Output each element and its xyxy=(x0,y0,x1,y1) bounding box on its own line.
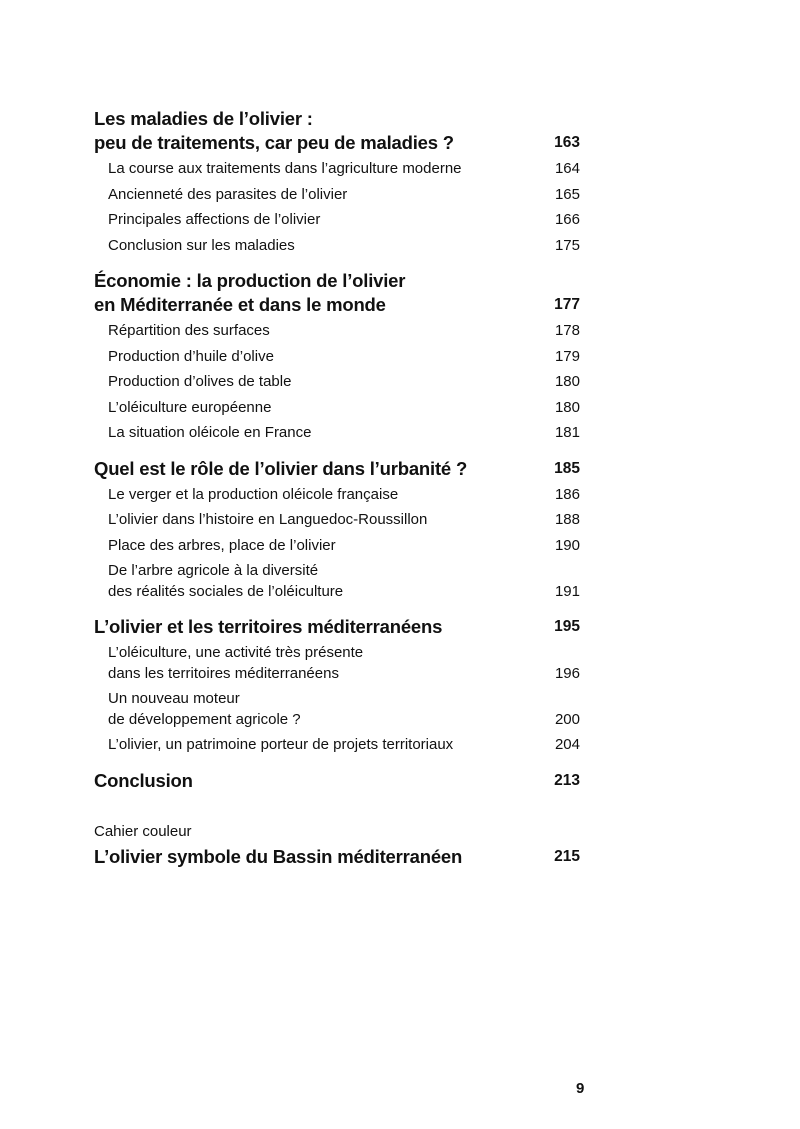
toc-entry-label xyxy=(108,735,453,756)
toc-entry-label xyxy=(108,561,343,602)
toc-entry xyxy=(94,185,580,206)
toc-entry-line: L’oléiculture, une activité très présente xyxy=(108,644,364,661)
toc-entry-line: Ancienneté des parasites de l’olivier xyxy=(108,185,348,203)
toc-entry-page-number: 175 xyxy=(554,236,580,254)
color-insert-entry xyxy=(94,822,580,871)
toc-section xyxy=(94,615,580,756)
toc-entry-line: Répartition des surfaces xyxy=(108,322,270,339)
section-page-number: 195 xyxy=(554,618,580,635)
section-title xyxy=(94,269,405,317)
toc-entry-label xyxy=(108,347,274,368)
section-title-line: L’olivier et les territoires méditerranéens xyxy=(94,616,443,637)
toc-entry-line: Le verger et la production oléicole française xyxy=(108,485,399,503)
section-page-number: 163 xyxy=(554,134,580,151)
toc-entry xyxy=(94,236,580,257)
toc-entry-label xyxy=(108,236,295,257)
toc-entry xyxy=(94,321,580,342)
toc-entry-line: des réalités sociales de l’oléiculture xyxy=(108,582,344,600)
section-title-row xyxy=(94,107,580,155)
toc-entry-line: La course aux traitements dans l’agriculture moderne xyxy=(108,160,462,177)
section-title xyxy=(94,457,467,481)
color-insert-page-number: 215 xyxy=(554,848,580,865)
section-title-row xyxy=(94,269,580,317)
toc-entry xyxy=(94,689,580,730)
section-title-row xyxy=(94,769,580,793)
section-title-line: peu de traitements, car peu de maladies ? xyxy=(94,132,454,153)
toc-entry-page-number: 165 xyxy=(554,185,580,203)
toc-entry xyxy=(94,735,580,756)
toc-entry xyxy=(94,561,580,602)
toc-entry xyxy=(94,159,580,180)
toc-entry-label xyxy=(108,643,363,684)
toc-entry-label xyxy=(108,185,347,206)
toc-entry xyxy=(94,372,580,393)
toc-section xyxy=(94,769,580,793)
toc-section xyxy=(94,457,580,603)
table-of-contents xyxy=(94,107,580,806)
toc-entry-line: Production d’huile d’olive xyxy=(108,347,274,365)
page-folio: 9 xyxy=(576,1080,585,1097)
section-title-row xyxy=(94,615,580,639)
toc-entry-label xyxy=(108,321,270,342)
toc-entry-line: Production d’olives de table xyxy=(108,373,292,390)
toc-entry-label xyxy=(108,485,398,506)
toc-entry-line: De l’arbre agricole à la diversité xyxy=(108,562,319,579)
toc-entry-page-number: 196 xyxy=(554,664,580,682)
toc-entry-label xyxy=(108,510,427,531)
section-page-number: 177 xyxy=(554,296,580,313)
toc-entry-page-number: 166 xyxy=(554,211,580,228)
toc-section xyxy=(94,269,580,444)
section-title-line: en Méditerranée et dans le monde xyxy=(94,294,386,315)
toc-entry xyxy=(94,643,580,684)
section-title-line: Quel est le rôle de l’olivier dans l’urbanité ? xyxy=(94,457,468,479)
section-title xyxy=(94,769,193,793)
toc-entry-line: L’olivier, un patrimoine porteur de projets territoriaux xyxy=(108,736,454,753)
color-insert-title-row xyxy=(94,845,580,869)
toc-entry-line: Place des arbres, place de l’olivier xyxy=(108,536,336,554)
toc-entry-line: Un nouveau moteur xyxy=(108,690,240,707)
toc-entry-page-number: 186 xyxy=(554,485,580,503)
toc-entry-label xyxy=(108,423,311,444)
toc-entry-label xyxy=(108,398,271,419)
toc-entry-line: dans les territoires méditerranéens xyxy=(108,664,339,682)
toc-entry-label xyxy=(108,159,462,180)
toc-entry xyxy=(94,423,580,444)
color-insert-title: L’olivier symbole du Bassin méditerranéen xyxy=(94,846,463,867)
toc-entry xyxy=(94,536,580,557)
section-title-line: Économie : la production de l’olivier xyxy=(94,270,406,291)
toc-entry-line: Conclusion sur les maladies xyxy=(108,236,295,254)
toc-entry-page-number: 181 xyxy=(554,424,580,441)
section-title-line: Conclusion xyxy=(94,769,193,791)
toc-entry xyxy=(94,347,580,368)
color-insert-kicker: Cahier couleur xyxy=(94,823,192,840)
toc-entry-page-number: 204 xyxy=(554,736,580,753)
section-title-line: Les maladies de l’olivier : xyxy=(94,108,313,129)
toc-entry-page-number: 180 xyxy=(554,398,580,416)
toc-entry-label xyxy=(108,210,320,231)
toc-entry xyxy=(94,210,580,231)
toc-entry-label xyxy=(108,372,291,393)
toc-section xyxy=(94,107,580,256)
toc-entry-label xyxy=(108,536,336,557)
section-title-row xyxy=(94,457,580,481)
toc-entry-line: L’oléiculture européenne xyxy=(108,398,272,416)
toc-entry-line: Principales affections de l’olivier xyxy=(108,211,321,228)
toc-entry-page-number: 178 xyxy=(554,322,580,339)
section-page-number: 185 xyxy=(554,459,580,477)
section-title xyxy=(94,615,442,639)
toc-entry xyxy=(94,398,580,419)
toc-entry-line: La situation oléicole en France xyxy=(108,424,312,441)
toc-entry xyxy=(94,485,580,506)
toc-entry-page-number: 188 xyxy=(554,511,580,528)
toc-entry-label xyxy=(108,689,301,730)
toc-entry xyxy=(94,510,580,531)
toc-entry-page-number: 164 xyxy=(554,160,580,177)
toc-entry-page-number: 179 xyxy=(554,347,580,365)
toc-entry-page-number: 191 xyxy=(554,582,580,600)
section-page-number: 213 xyxy=(554,771,580,789)
toc-entry-page-number: 180 xyxy=(554,373,580,390)
toc-entry-line: L’olivier dans l’histoire en Languedoc-Roussillon xyxy=(108,511,428,528)
toc-entry-line: de développement agricole ? xyxy=(108,710,301,728)
toc-entry-page-number: 190 xyxy=(554,536,580,554)
toc-entry-page-number: 200 xyxy=(554,710,580,728)
section-title xyxy=(94,107,454,155)
